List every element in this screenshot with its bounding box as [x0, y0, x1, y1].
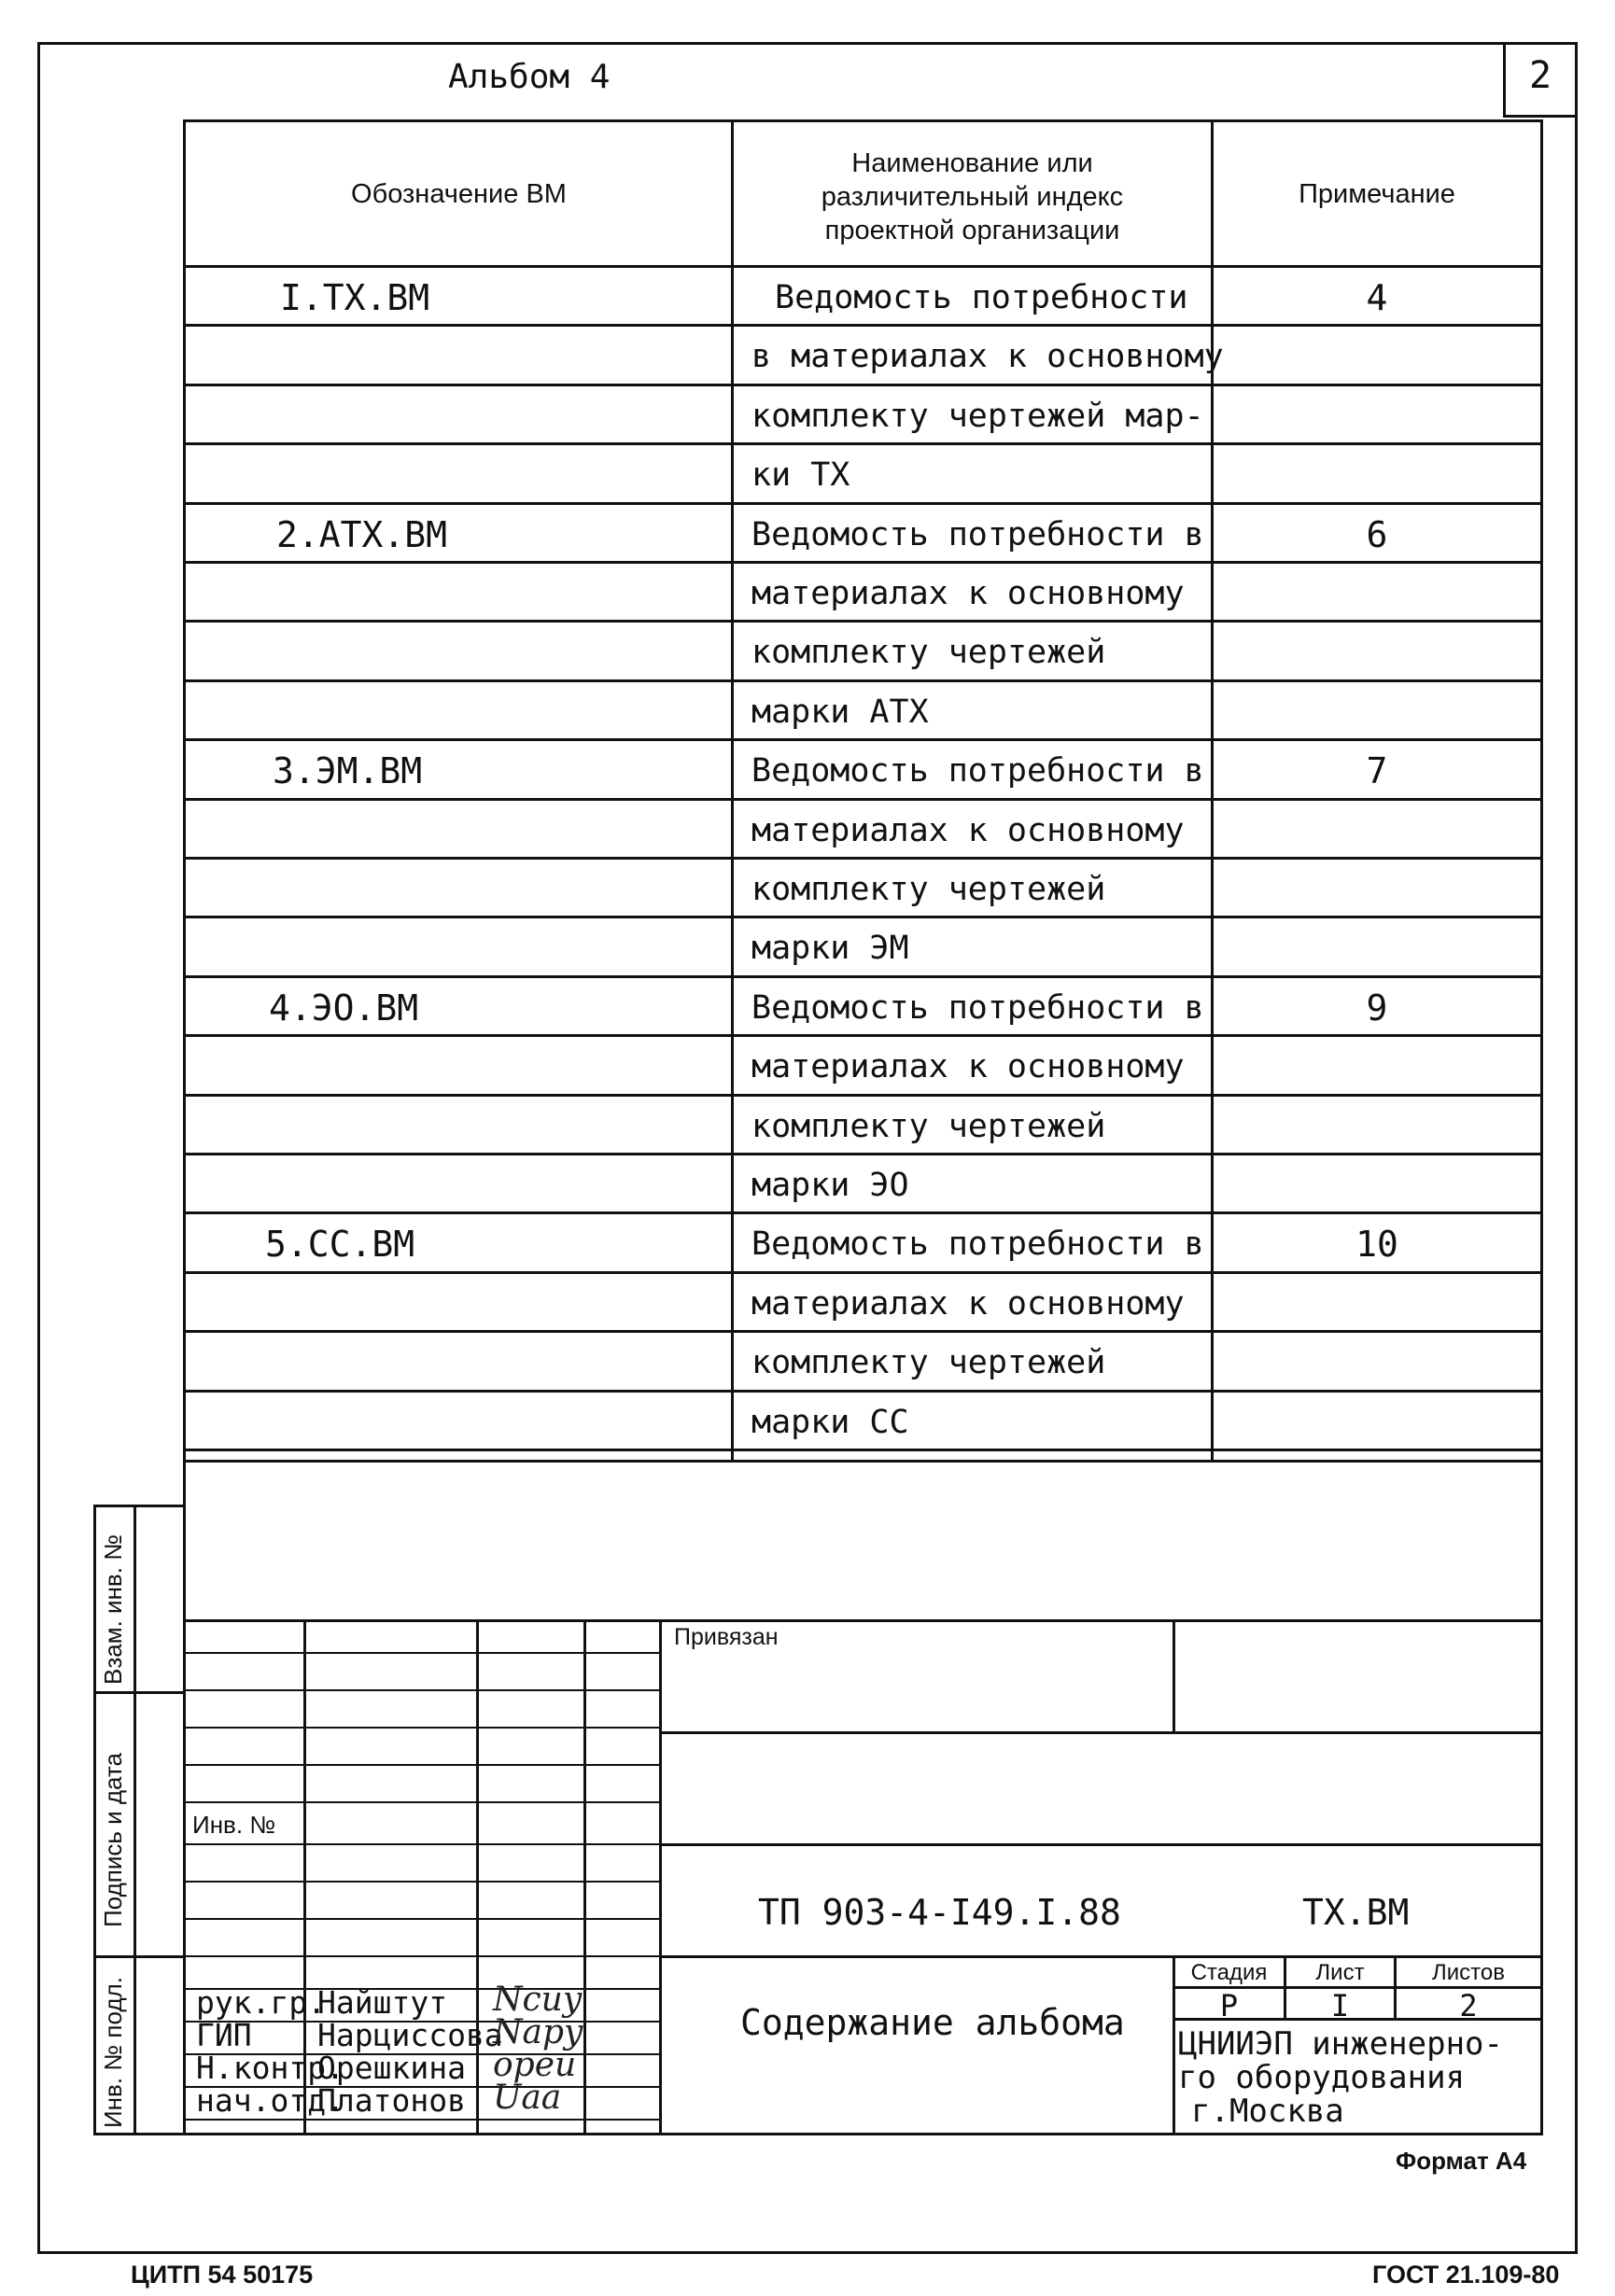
format-label: Формат А4 [1396, 2147, 1527, 2175]
name-line: комплекту чертежей [751, 1107, 1106, 1145]
note-cell: 10 [1355, 1224, 1398, 1266]
name-line: материалах к основному [751, 1048, 1185, 1086]
staff-role: рук.гр. [196, 1984, 327, 2021]
staff-signature: Uaa [493, 2079, 562, 2117]
organization-line: ЦНИИЭП инженерно- [1178, 2025, 1503, 2063]
note-cell: 6 [1366, 513, 1388, 555]
staff-signature: opeu [493, 2046, 577, 2084]
name-line: марки ATX [751, 693, 929, 731]
side-inv-podl-label: Инв. № подл. [99, 1977, 127, 2128]
privyazan-label: Привязан [674, 1624, 779, 1650]
name-line: комплекту чертежей [751, 871, 1106, 908]
row-divider [183, 1211, 1543, 1214]
row-divider [183, 1390, 1543, 1393]
name-line: ки TX [751, 456, 850, 495]
row-divider [183, 620, 1543, 623]
column-header-name-2: различительный индекс [821, 182, 1124, 212]
document-mark: TX.BM [1302, 1892, 1410, 1933]
title-grid-line [183, 1801, 659, 1803]
name-line: материалах к основному [751, 811, 1185, 849]
title-grid-line [183, 1955, 659, 1957]
sheet-value: I [1330, 1988, 1350, 2023]
title-grid-line [183, 1881, 659, 1883]
side-podpis-label: Подпись и дата [99, 1752, 127, 1927]
staff-signature: Napy [493, 2013, 583, 2051]
name-line: Ведомость потребности в [751, 1225, 1204, 1264]
column-header-designation: Обозначение ВМ [351, 179, 567, 209]
table-left-border [183, 119, 186, 2135]
row-divider [183, 561, 1543, 564]
staff-role: нач.отд. [196, 2082, 344, 2119]
document-code: ТП 903-4-I49.I.88 [758, 1892, 1121, 1933]
stage-value: Р [1219, 1988, 1239, 2023]
footer-left-code: ЦИТП 54 50175 [131, 2261, 314, 2289]
column-header-name-1: Наименование или [851, 148, 1093, 178]
organization [1178, 2027, 1503, 2128]
title-grid-line [183, 2119, 659, 2121]
sheet-label: Лист [1315, 1960, 1365, 1985]
row-divider [183, 679, 1543, 682]
footer-gost: ГОСТ 21.109-80 [1372, 2261, 1560, 2289]
title-grid-line [183, 1652, 659, 1654]
row-divider [183, 502, 1543, 505]
row-divider [183, 1094, 1543, 1097]
staff-name: Нарциссова [317, 2017, 503, 2053]
staff-role: Н.контр. [196, 2050, 344, 2086]
title-grid-line [183, 1764, 659, 1766]
inv-no-label: Инв. № [192, 1811, 279, 1840]
note-cell: 9 [1366, 987, 1388, 1029]
staff-name: Орешкина [317, 2050, 466, 2086]
staff-name: Платонов [317, 2082, 466, 2119]
row-divider [183, 738, 1543, 741]
name-line: Ведомость потребности [775, 279, 1188, 316]
album-label: Альбом 4 [448, 58, 611, 96]
column-header-note: Примечание [1299, 179, 1455, 209]
row-divider [183, 1153, 1543, 1155]
designation-cell: 2.ATX.BM [276, 513, 448, 555]
designation-cell: I.TX.BM [280, 277, 430, 318]
name-line: марки ЭО [751, 1167, 909, 1204]
title-grid-line [183, 1918, 659, 1920]
designation-cell: 4.ЭО.BM [269, 987, 419, 1029]
sheets-value: 2 [1459, 1988, 1478, 2023]
name-line: марки CC [751, 1403, 909, 1441]
name-line: в материалах к основному [751, 338, 1224, 376]
name-line: материалах к основному [751, 1284, 1185, 1323]
sheets-label: Листов [1432, 1960, 1505, 1985]
note-cell: 4 [1366, 277, 1388, 318]
row-divider [183, 384, 1543, 386]
name-line: материалах к основному [751, 575, 1185, 612]
name-line: Ведомость потребности в [751, 515, 1204, 553]
designation-cell: 3.ЭМ.BM [273, 750, 423, 792]
table-right-border [1540, 119, 1543, 2135]
row-divider [183, 857, 1543, 860]
note-cell: 7 [1366, 750, 1388, 792]
name-line: марки ЭМ [751, 930, 909, 968]
row-divider [183, 975, 1543, 978]
row-divider [183, 1449, 1543, 1451]
organization-line: г.Москва [1191, 2093, 1344, 2130]
title-grid-line [183, 1727, 659, 1729]
name-line: комплекту чертежей мар- [751, 397, 1204, 435]
row-divider [183, 1330, 1543, 1333]
side-vzam-label: Взам. инв. № [99, 1533, 127, 1685]
designation-cell: 5.CC.BM [265, 1224, 415, 1266]
row-divider [183, 1271, 1543, 1274]
staff-signature: Ncuy [493, 1981, 583, 2019]
row-divider [183, 916, 1543, 918]
organization-line: го оборудования [1178, 2059, 1466, 2096]
title-grid-line [183, 1689, 659, 1691]
row-divider [183, 798, 1543, 801]
page-number: 2 [1528, 54, 1552, 97]
name-line: Ведомость потребности в [751, 752, 1204, 791]
name-line: комплекту чертежей [751, 634, 1106, 672]
staff-role: ГИП [196, 2017, 252, 2053]
row-divider [183, 1034, 1543, 1037]
staff-name: Найштут [317, 1984, 448, 2021]
column-header-name-3: проектной организации [824, 216, 1120, 245]
stage-label: Стадия [1190, 1960, 1268, 1985]
name-line: комплекту чертежей [751, 1344, 1106, 1382]
name-line: Ведомость потребности в [751, 988, 1204, 1027]
title-grid-line [183, 1843, 659, 1845]
row-divider [183, 442, 1543, 445]
row-divider [183, 324, 1543, 327]
document-title: Содержание альбома [740, 2002, 1125, 2043]
